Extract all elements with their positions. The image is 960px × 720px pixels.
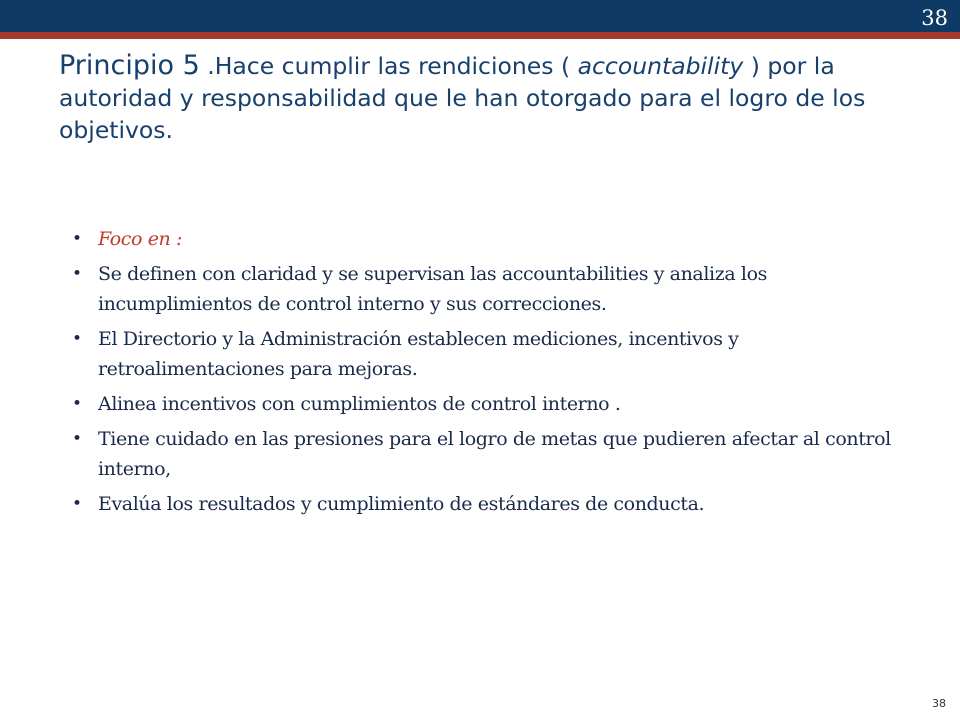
bullet-item bbox=[70, 324, 910, 384]
title-italic-term: accountability bbox=[577, 52, 744, 80]
bullet-item bbox=[70, 489, 910, 519]
bullet-dot-icon: • bbox=[72, 229, 82, 249]
bullet-dot-icon: • bbox=[72, 429, 82, 449]
bullet-item bbox=[70, 424, 910, 484]
bullet-text: Evalúa los resultados y cumplimiento de estándares de conducta. bbox=[98, 493, 705, 515]
bullet-dot-icon: • bbox=[72, 264, 82, 284]
slide-number-bottom: 38 bbox=[932, 697, 946, 710]
bullet-dot-icon: • bbox=[72, 394, 82, 414]
header-band bbox=[0, 0, 960, 32]
bullet-item-focus bbox=[70, 224, 910, 254]
slide-number-top: 38 bbox=[921, 6, 948, 30]
title-text-2: ) por la autoridad y responsabilidad que le han otorgado para el logro de los objetivos. bbox=[59, 52, 866, 144]
slide-title bbox=[59, 50, 929, 146]
header-accent-strip bbox=[0, 32, 960, 39]
title-text-1: .Hace cumplir las rendiciones ( bbox=[199, 52, 578, 80]
bullet-dot-icon: • bbox=[72, 329, 82, 349]
bullet-dot-icon: • bbox=[72, 494, 82, 514]
bullet-text: El Directorio y la Administración establecen mediciones, incentivos y retroalimentaciones para mejoras. bbox=[98, 328, 739, 380]
bullet-text: Foco en : bbox=[98, 228, 183, 250]
bullet-text: Tiene cuidado en las presiones para el logro de metas que pudieren afectar al control interno, bbox=[98, 428, 891, 480]
title-principle: Principio 5 bbox=[59, 50, 200, 81]
bullet-text: Alinea incentivos con cumplimientos de control interno . bbox=[98, 393, 621, 415]
bullet-item bbox=[70, 389, 910, 419]
bullet-text: Se definen con claridad y se supervisan las accountabilities y analiza los incumplimientos de control interno y sus correcciones. bbox=[98, 263, 767, 315]
bullet-item bbox=[70, 259, 910, 319]
bullet-list bbox=[70, 224, 910, 524]
